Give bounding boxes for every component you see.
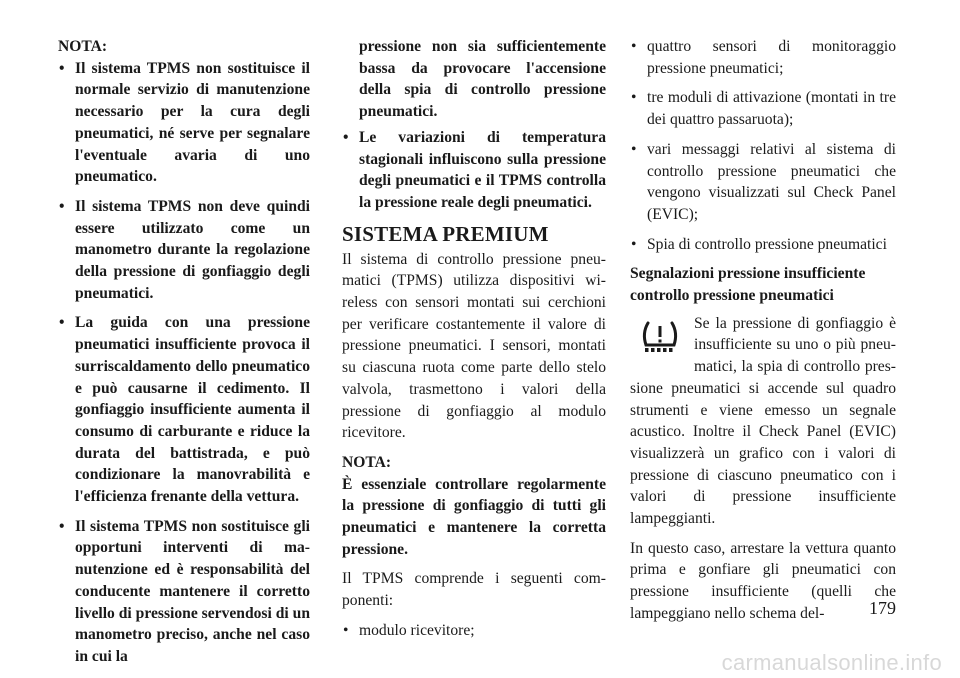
warning-heading: Segnalazioni pressione insufficiente controllo pressione pneumatici bbox=[630, 265, 866, 305]
note-label: NOTA: bbox=[342, 453, 392, 471]
note-bullet-list bbox=[342, 127, 606, 214]
bullet-icon: • bbox=[59, 59, 65, 77]
watermark: carmanualsonline.info bbox=[721, 650, 942, 675]
tire-pressure-warning-icon bbox=[638, 315, 682, 359]
warning-text: Se la pressione di gonfiaggio è insufficiente su uno o più pneumatici, la spia di controllo pressione pneumatici si accende sul quadro strumenti e viene emesso un segnale acustico. Inoltre il Check Panel (EVIC) visualizzerà un grafico con i valori di pressione di ciascuno pneumatico con i valori di pressione insufficiente lampeggianti. bbox=[630, 314, 896, 528]
component-item: • modulo ricevitore; bbox=[342, 620, 606, 642]
component-item: • vari messaggi relativi al sistema di controllo pressione pneumatici che vengono visualizzati sul Check Panel (EVIC); bbox=[631, 140, 896, 223]
components-intro: Il TPMS comprende i seguenti componenti: bbox=[342, 570, 606, 610]
note-bullet-list bbox=[58, 58, 310, 668]
bullet-icon: • bbox=[59, 197, 65, 215]
bullet-icon: • bbox=[631, 89, 637, 107]
component-item: • tre moduli di attivazione (montati in tre dei quattro passaruota); bbox=[631, 89, 896, 129]
bullet-icon: • bbox=[343, 621, 349, 639]
intro-paragraph: Il sistema di controllo pressione pneumatici (TPMS) utilizza dispositivi wireless con sensori montati sui cerchioni per verificare costantemente il valore di pressione pneumatici. I sensori, montati su ciascuna ruota come parte dello stelo valvola, trasmettono i valori della pressione di gonfiaggio al modulo ricevitore. bbox=[342, 250, 606, 442]
bullet-icon: • bbox=[631, 235, 637, 253]
bullet-icon: • bbox=[631, 38, 637, 55]
note-bullet: • Il sistema TPMS non sostituisce gli opportuni interventi di manutenzione ed è responsabilità del conducente mantenere il corretto livello di pressione servendosi di un manometro preciso, anche nel caso in cui la bbox=[59, 517, 310, 665]
note-text: È essenziale controllare regolarmente la pressione di gonfiaggio di tutti gli pneumatici e mantenere la corretta pressione. bbox=[342, 475, 606, 558]
note-label: NOTA: bbox=[58, 38, 108, 55]
bullet-icon: • bbox=[59, 314, 65, 332]
component-item: • quattro sensori di monitoraggio pressione pneumatici; bbox=[631, 38, 896, 77]
bullet-icon: • bbox=[631, 140, 637, 158]
note-bullet: • Il sistema TPMS non deve quindi essere utilizzato come un manometro durante la regolazione della pressione di gonfiaggio degli pneumatici. bbox=[59, 197, 310, 302]
warning-paragraph bbox=[630, 313, 896, 530]
bullet-icon: • bbox=[343, 128, 349, 146]
note-bullet-continuation: pressione non sia sufficientemente bassa da provocare l'accensione della spia di controllo pressione pneumatici. bbox=[359, 38, 606, 121]
section-title: SISTEMA PREMIUM bbox=[342, 221, 549, 246]
page-number: 179 bbox=[869, 598, 896, 618]
action-paragraph: In questo caso, arrestare la vettura quanto prima e gonfiare gli pneumatici con pressione insufficiente (quelli che lampeggiano nello schema del- bbox=[630, 539, 896, 622]
bullet-icon: • bbox=[59, 517, 65, 535]
column-middle bbox=[342, 36, 606, 650]
tire-pressure-warning-icon bbox=[638, 315, 682, 359]
note-bullet: • La guida con una pressione pneumatici insufficiente provoca il surriscaldamento dello pneumatico e può causarne il cedimento. Il gonfiaggio insufficiente aumenta il consumo di carburante e riduce la durata del battistrada, e può condizionare la manovrabilità e l'efficienza frenante della vettura. bbox=[59, 314, 310, 506]
components-list bbox=[342, 620, 606, 642]
component-item: • Spia di controllo pressione pneumatici bbox=[630, 234, 896, 256]
components-list bbox=[630, 36, 896, 255]
column-right bbox=[630, 36, 896, 633]
note-bullet: • Il sistema TPMS non sostituisce il normale servizio di manutenzione necessario per la cura degli pneumatici, né serve per segnalare l'eventuale avaria di uno pneumatico. bbox=[59, 59, 310, 186]
note-bullet: • Le variazioni di temperatura stagionali influiscono sulla pressione degli pneumatici e il TPMS controlla la pressione reale degli pneumatici. bbox=[343, 128, 606, 211]
column-left bbox=[58, 36, 310, 676]
